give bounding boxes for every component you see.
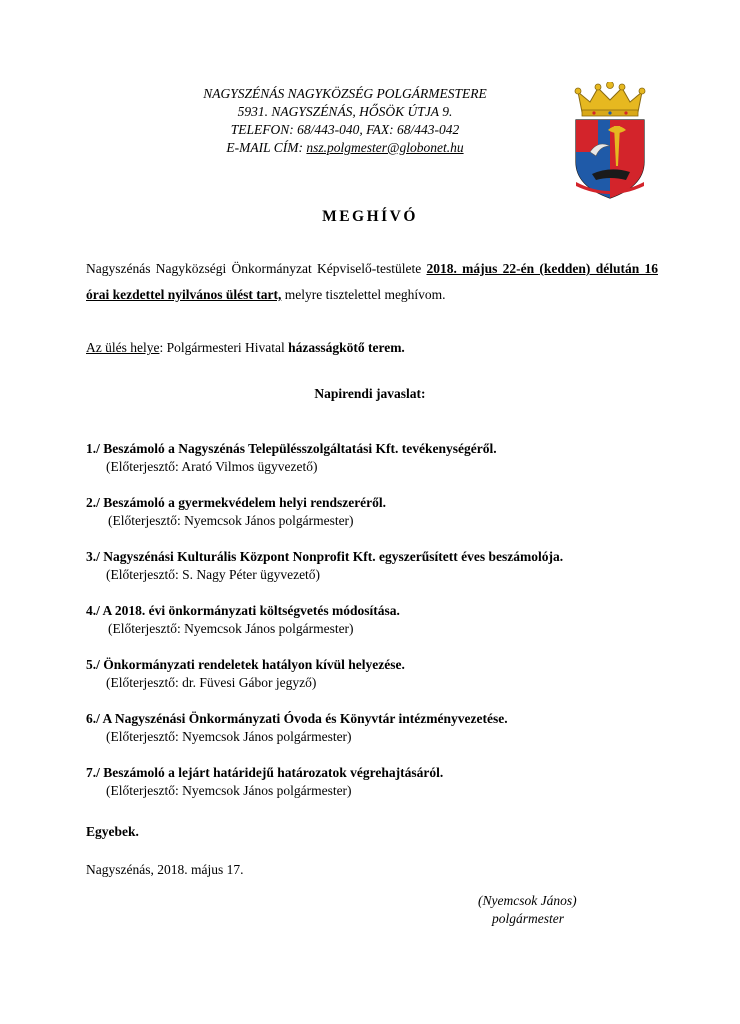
- email-label: E-MAIL CÍM:: [226, 140, 307, 155]
- agenda-item: [86, 656, 676, 710]
- signatory-role: polgármester: [492, 911, 564, 926]
- letterhead-phone-fax: TELEFON: 68/443-040, FAX: 68/443-042: [230, 122, 460, 137]
- agenda-item-presenter: (Előterjesztő: S. Nagy Péter ügyvezető): [106, 567, 321, 582]
- agenda-item: [86, 548, 676, 602]
- place-and-date: Nagyszénás, 2018. május 17.: [86, 862, 244, 877]
- intro-text-end: melyre tisztelettel meghívom.: [281, 287, 446, 302]
- agenda-item: [86, 494, 676, 548]
- letterhead-title: NAGYSZÉNÁS NAGYKÖZSÉG POLGÁRMESTERE: [203, 86, 487, 101]
- agenda-item-title: 7./ Beszámoló a lejárt határidejű határozatok végrehajtásáról.: [86, 765, 444, 780]
- agenda-item-title: 1./ Beszámoló a Nagyszénás Településszolgáltatási Kft. tevékenységéről.: [86, 441, 497, 456]
- venue-line: [86, 338, 658, 358]
- agenda-item-title: 6./ A Nagyszénási Önkormányzati Óvoda és Könyvtár intézményvezetése.: [86, 711, 508, 726]
- invitation-paragraph: [86, 256, 658, 308]
- intro-text-start: Nagyszénás Nagyközségi Önkormányzat Képviselő-testülete: [86, 261, 427, 276]
- agenda-item-presenter: (Előterjesztő: dr. Füvesi Gábor jegyző): [106, 675, 317, 690]
- agenda-item-presenter: (Előterjesztő: Arató Vilmos ügyvezető): [106, 459, 318, 474]
- venue-room: házasságkötő terem.: [288, 340, 405, 355]
- agenda-item-presenter: (Előterjesztő: Nyemcsok János polgármester): [106, 729, 352, 744]
- venue-label: Az ülés helye: [86, 340, 160, 355]
- document-title: MEGHÍVÓ: [322, 208, 418, 225]
- venue-place: : Polgármesteri Hivatal: [159, 340, 289, 355]
- letterhead-email-line: [150, 139, 540, 157]
- other-items: Egyebek.: [86, 824, 139, 839]
- agenda-item: [86, 710, 676, 764]
- agenda-list: [86, 440, 676, 818]
- agenda-item-title: 2./ Beszámoló a gyermekvédelem helyi rendszeréről.: [86, 495, 387, 510]
- agenda-heading: Napirendi javaslat:: [314, 386, 426, 401]
- agenda-item-title: 3./ Nagyszénási Kulturális Központ Nonprofit Kft. egyszerűsített éves beszámolója.: [86, 549, 564, 564]
- agenda-item-presenter: (Előterjesztő: Nyemcsok János polgármester): [106, 783, 352, 798]
- letterhead: [150, 85, 540, 157]
- agenda-item: [86, 764, 676, 818]
- intro-meeting-time: 2018. május 22-én (kedden) délután 16 órai kezdettel nyilvános ülést tart,: [86, 261, 658, 302]
- agenda-item-presenter: (Előterjesztő: Nyemcsok János polgármester): [108, 621, 354, 636]
- agenda-item: [86, 602, 676, 656]
- signature-block: [478, 892, 577, 928]
- agenda-item: [86, 440, 676, 494]
- crown-icon: [575, 82, 645, 116]
- agenda-item-presenter: (Előterjesztő: Nyemcsok János polgármester): [108, 513, 354, 528]
- email-link[interactable]: nsz.polgmester@globonet.hu: [306, 140, 464, 155]
- agenda-item-title: 5./ Önkormányzati rendeletek hatályon kívül helyezése.: [86, 657, 405, 672]
- letterhead-address: 5931. NAGYSZÉNÁS, HŐSÖK ÚTJA 9.: [237, 104, 453, 119]
- coat-of-arms-icon: [568, 82, 652, 200]
- signatory-name: (Nyemcsok János): [478, 893, 577, 908]
- agenda-item-title: 4./ A 2018. évi önkormányzati költségvetés módosítása.: [86, 603, 400, 618]
